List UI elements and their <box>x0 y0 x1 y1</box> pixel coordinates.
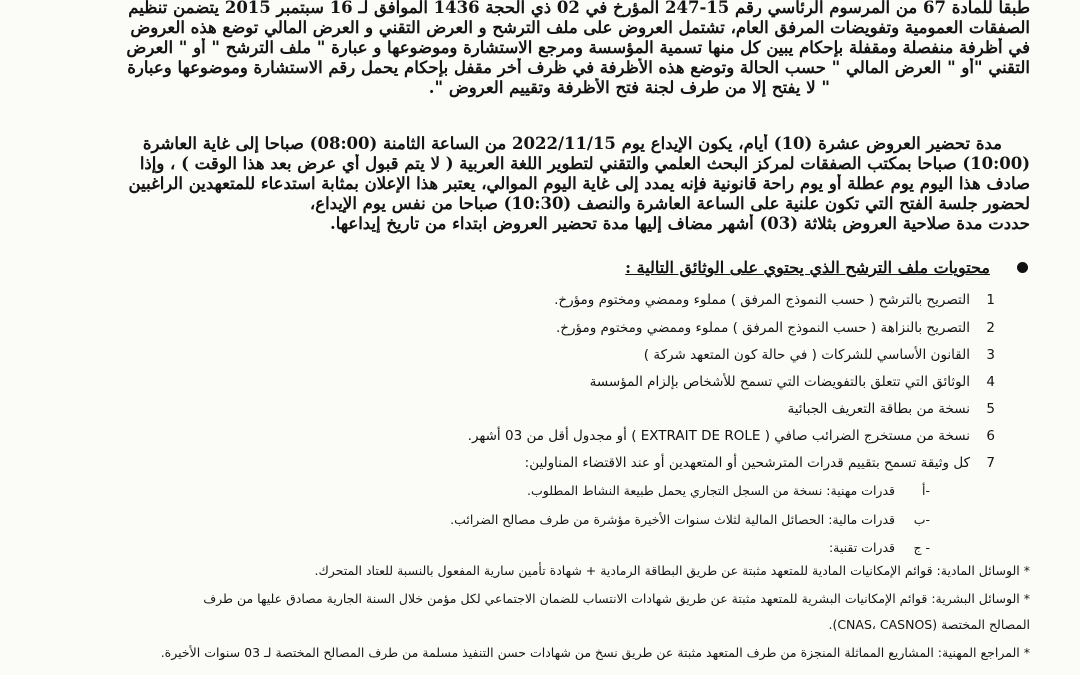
intro-line: الصفقات العمومية وتفويضات المرفق العام، تشتمل العروض على ملف الترشح و العرض التقني و العرض المالي توضع هذه العروض <box>130 18 1030 37</box>
list-item: نسخة من بطاقة التعريف الجبائية <box>787 401 970 417</box>
intro-line: طبقا للمادة 67 من المرسوم الرئاسي رقم 15-247 المؤرخ في 02 ذي الحجة 1436 الموافق لـ 16 سبتمبر 2015 يتضمن تنظيم <box>128 0 1030 17</box>
list-item: القانون الأساسي للشركات ( في حالة كون المتعهد شركة ) <box>643 347 970 363</box>
deadline-line: لحضور جلسة الفتح التي تكون علنية على الساعة العاشرة والنصف (10:30) صباحا من نفس يوم الإيداع، <box>309 194 1030 213</box>
list-item: كل وثيقة تسمح بتقييم قدرات المترشحين أو المتعهدين أو عند الاقتضاء المناولين: <box>524 455 970 471</box>
intro-paragraph <box>30 0 1030 98</box>
item-number: 5 <box>986 401 995 417</box>
item-number: 3 <box>986 347 995 363</box>
note-line: * المراجع المهنية: المشاريع المماثلة المنجزة من طرف المتعهد مثبتة عن طريق نسخ من شهادات حسن التنفيذ مسلمة من طرف المصالح المختصة لـ 03 سنوات الأخيرة. <box>160 645 1030 660</box>
note-line: المصالح المختصة (CNAS، CASNOS). <box>828 617 1030 632</box>
list-item: نسخة من مستخرج الضرائب صافي ( EXTRAIT DE ROLE ) أو مجدول أقل من 03 أشهر. <box>467 428 970 444</box>
subitem: قدرات مهنية: نسخة من السجل التجاري يحمل طبيعة النشاط المطلوب. <box>527 483 895 498</box>
subitem: قدرات تقنية: <box>828 540 895 555</box>
note-line: * الوسائل المادية: قوائم الإمكانيات المادية للمتعهد مثبتة عن طريق البطاقة الرمادية + شهادة تأمين سارية المفعول بالنسبة للعتاد المتحرك. <box>314 563 1030 578</box>
subitem-letter: ج - <box>913 540 930 555</box>
deadline-line: (10:00) صباحا بمكتب الصفقات لمركز البحث العلمي والتقني لتطوير اللغة العربية ( لا يتم قبول أي عرض بعد هذا الوقت ) ، وإذا <box>139 154 1030 173</box>
item-number: 7 <box>986 455 995 471</box>
item-number: 2 <box>986 320 995 336</box>
subitem: قدرات مالية: الحصائل المالية لثلاث سنوات الأخيرة مؤشرة من طرف مصالح الضرائب. <box>450 512 895 527</box>
list-item: التصريح بالنزاهة ( حسب النموذج المرفق ) مملوء وممضي ومختوم ومؤرخ. <box>555 320 970 336</box>
subitem-letter: ب- <box>913 512 930 527</box>
subitem-letter: أ- <box>922 483 930 498</box>
item-number: 6 <box>986 428 995 444</box>
item-number: 4 <box>986 374 995 390</box>
list-item: التصريح بالترشح ( حسب النموذج المرفق ) مملوء وممضي ومختوم ومؤرخ. <box>554 292 970 308</box>
note-line: * الوسائل البشرية: قوائم الإمكانيات البشرية للمتعهد مثبتة عن طريق شهادات الانتساب للضمان الاجتماعي لكل مؤمن خلال السنة الجارية مصادق عليها من طرف <box>203 591 1030 606</box>
intro-line: " لا يفتح إلا من طرف لجنة فتح الأظرفة وتقييم العروض ". <box>428 78 830 97</box>
deadline-line: مدة تحضير العروض عشرة (10) أيام، يكون الإيداع يوم 2022/11/15 من الساعة الثامنة (08:00) صباحا إلى غاية العاشرة <box>142 134 1002 153</box>
section-heading: محتويات ملف الترشح الذي يحتوي على الوثائق التالية : <box>625 258 990 277</box>
intro-line: التقني "أو " العرض المالي " حسب الحالة وتوضع هذه الأظرفة في ظرف أخر مقفل بإحكام يحمل رقم الاستشارة وموضوعها وعبارة <box>127 58 1030 77</box>
deadline-line: حددت مدة صلاحية العروض بثلاثة (03) أشهر مضاف إليها مدة تحضير العروض ابتداء من تاريخ إيداعها. <box>330 214 1030 233</box>
deadline-line: صادف هذا اليوم يوم عطلة أو يوم راحة قانونية فإنه يمدد إلى غاية اليوم الموالي، يعتبر هذا الإعلان بمثابة استدعاء للمتعهدين الراغبين <box>128 174 1030 193</box>
intro-line: في أظرفة منفصلة ومقفلة بإحكام يبين كل منها تسمية المؤسسة ومرجع الاستشارة وموضوعها و عبارة " ملف الترشح " أو " العرض <box>126 38 1030 57</box>
list-item: الوثائق التي تتعلق بالتفويضات التي تسمح للأشخاص بإلزام المؤسسة <box>589 374 970 390</box>
deadline-paragraph <box>30 134 1030 234</box>
item-number: 1 <box>986 292 995 308</box>
